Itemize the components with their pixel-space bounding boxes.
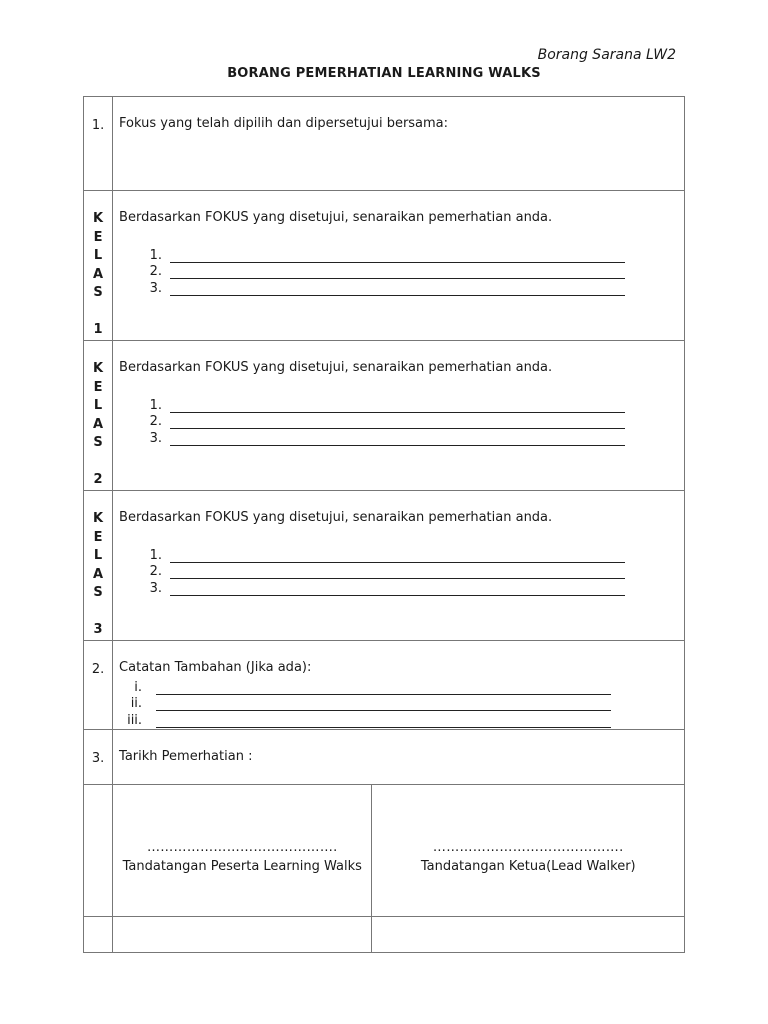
empty-row — [84, 917, 685, 953]
answer-line[interactable] — [170, 266, 625, 279]
class-number: 1 — [93, 322, 103, 337]
date-cell[interactable] — [113, 730, 685, 785]
class-label-cell — [84, 341, 113, 491]
leader-signature-cell[interactable] — [372, 785, 685, 917]
class-row — [84, 341, 685, 491]
answer-line[interactable] — [156, 698, 611, 711]
class-observation-cell — [113, 491, 685, 641]
list-item: 2. — [140, 563, 684, 580]
date-prompt: Tarikh Pemerhatian : — [119, 749, 253, 764]
participant-signature-label: Tandatangan Peserta Learning Walks — [122, 859, 362, 874]
class-label-cell — [84, 491, 113, 641]
class-observation-cell — [113, 191, 685, 341]
class-row — [84, 191, 685, 341]
class-prompt: Berdasarkan FOKUS yang disetujui, senaraikan pemerhatian anda. — [119, 510, 553, 525]
observation-list — [140, 546, 684, 596]
answer-line[interactable] — [170, 283, 625, 296]
class-row — [84, 491, 685, 641]
section-number: 2. — [84, 641, 113, 730]
class-label: K E L A S 2 — [84, 341, 112, 490]
list-item: 2. — [140, 263, 684, 280]
notes-list — [121, 678, 684, 728]
leader-signature-label: Tandatangan Ketua(Lead Walker) — [420, 859, 636, 874]
notes-row — [84, 641, 685, 730]
answer-line[interactable] — [156, 682, 611, 695]
class-label: K E L A S 1 — [84, 191, 112, 340]
list-item: 1. — [140, 546, 684, 563]
list-item: iii. — [121, 711, 684, 728]
class-number: 3 — [93, 622, 103, 637]
participant-signature-cell[interactable] — [113, 785, 372, 917]
answer-line[interactable] — [170, 250, 625, 263]
answer-line[interactable] — [170, 400, 625, 413]
class-label: K E L A S 3 — [84, 491, 112, 640]
list-item: i. — [121, 678, 684, 695]
observation-form-table — [83, 96, 685, 953]
answer-line[interactable] — [170, 416, 625, 429]
section-number: 3. — [84, 730, 113, 785]
notes-prompt: Catatan Tambahan (Jika ada): — [119, 660, 312, 675]
class-number: 2 — [93, 472, 103, 487]
focus-cell[interactable] — [113, 97, 685, 191]
list-item: 3. — [140, 429, 684, 446]
class-label-cell — [84, 191, 113, 341]
answer-line[interactable] — [170, 433, 625, 446]
list-item: 1. — [140, 246, 684, 263]
list-item: 3. — [140, 579, 684, 596]
class-prompt: Berdasarkan FOKUS yang disetujui, senaraikan pemerhatian anda. — [119, 210, 553, 225]
answer-line[interactable] — [170, 583, 625, 596]
date-row — [84, 730, 685, 785]
list-item: 2. — [140, 413, 684, 430]
signature-dots: ……………………………………. — [432, 840, 624, 855]
list-item: 1. — [140, 396, 684, 413]
focus-prompt: Fokus yang telah dipilih dan dipersetujui bersama: — [119, 116, 449, 131]
section-number: 1. — [84, 97, 113, 191]
signature-row — [84, 785, 685, 917]
observation-list — [140, 396, 684, 446]
list-item: 3. — [140, 279, 684, 296]
form-code: Borang Sarana LW2 — [537, 47, 676, 63]
class-prompt: Berdasarkan FOKUS yang disetujui, senaraikan pemerhatian anda. — [119, 360, 553, 375]
answer-line[interactable] — [170, 550, 625, 563]
answer-line[interactable] — [170, 566, 625, 579]
observation-list — [140, 246, 684, 296]
list-item: ii. — [121, 695, 684, 712]
class-observation-cell — [113, 341, 685, 491]
signature-dots: ……………………………………. — [146, 840, 338, 855]
focus-row — [84, 97, 685, 191]
answer-line[interactable] — [156, 715, 611, 728]
form-title: BORANG PEMERHATIAN LEARNING WALKS — [227, 66, 541, 81]
notes-cell — [113, 641, 685, 730]
